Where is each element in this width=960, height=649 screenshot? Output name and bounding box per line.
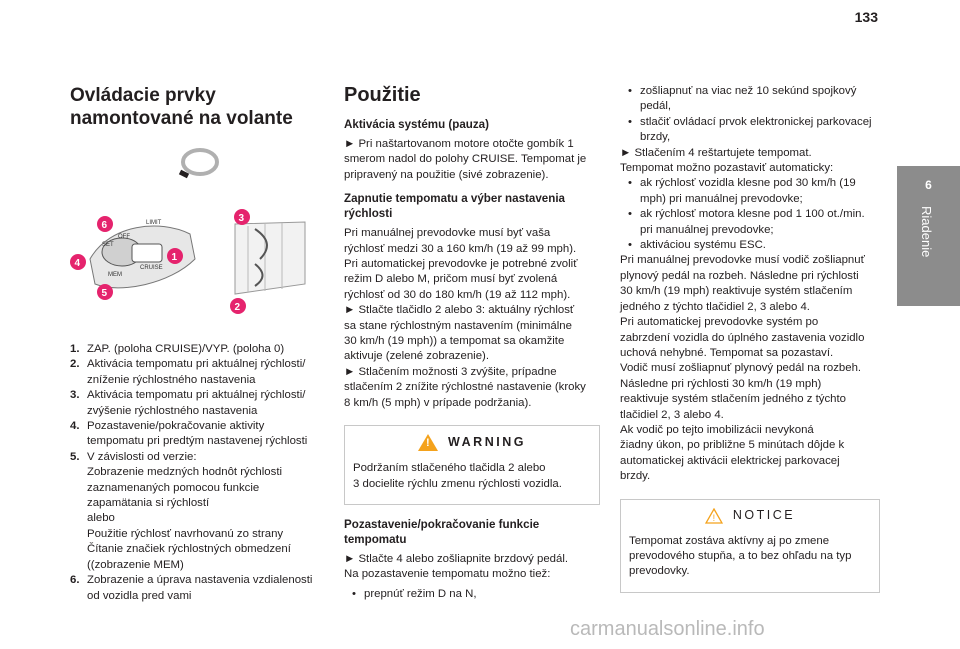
callout-5: 5 [101, 288, 108, 299]
watermark: carmanualsonline.info [570, 618, 765, 640]
notice-title: NOTICE [732, 507, 796, 522]
chapter-label: Riadenie [919, 206, 934, 258]
list-item: 4. Pozastavenie/pokračovanie aktivity tempomatu pri predtým nastavenej rýchlosti [70, 420, 308, 448]
steering-controls-figure [70, 134, 325, 334]
warning-title: WARNING [448, 434, 526, 449]
callout-2: 2 [234, 302, 241, 313]
list-item: • prepnúť režim D na N, [352, 587, 477, 600]
heading-activation: Aktivácia systému (pauza) [344, 118, 489, 131]
warning-text: Podržaním stlačeného tlačidla 2 alebo 3 docielite rýchlu zmenu rýchlosti vozidla. [353, 462, 562, 490]
label-mem: MEM [108, 272, 122, 278]
callout-3: 3 [238, 213, 245, 224]
warning-icon [418, 434, 438, 451]
control-stalk-right [235, 222, 305, 294]
paragraph-restart: Pri manuálnej prevodovke musí vodič zošliapnuť plynový pedál na rozbeh. Následne pri rýchlosti 30 km/h (19 mph) reaktivuje systém stlačením jedného z týchto tlačidiel 2, 3 alebo 4. Pri automatickej prevodovke systém po zabrzdení vozidla do úplného zastavenia vozidlo uchová nehybné. Tempomat sa pozastaví. Vodič musí zošliapnuť plynový pedál na rozbeh. Následne pri rýchlosti 30 km/h (19 mph) reaktivuje systém stlačením jedného z týchto tlačidiel 2, 3 alebo 4. Ak vodič po tejto imobilizácii nevykoná žiadny úkon, po približne 5 minútach dôjde k automatickej aktivácii elektrickej parkovacej brzdy. [620, 254, 865, 483]
middle-column [344, 84, 600, 602]
list-item: 3. Aktivácia tempomatu pri aktuálnej rýchlosti/ zvýšenie rýchlostného nastavenia [70, 389, 306, 417]
list-item: 1. ZAP. (poloha CRUISE)/VYP. (poloha 0) [70, 343, 285, 355]
steering-wheel-icon [180, 150, 217, 176]
left-column [70, 84, 325, 604]
label-off: OFF [118, 234, 130, 240]
notice-icon [705, 508, 723, 524]
warning-header [353, 434, 591, 451]
list-item: • zošliapnuť na viac než 10 sekúnd spojkový pedál, [628, 85, 857, 113]
label-limit: LIMIT [146, 220, 162, 226]
paragraph-start: Pri manuálnej prevodovke musí byť vaša rýchlosť medzi 30 a 160 km/h (19 až 99 mph). Pri automatickej prevodovke je potrebné zvoliť režim D alebo M, pričom musí byť zvolená rýchlosť od 30 do 180 km/h (19 až 112 mph). ► Stlačte tlačidlo 2 alebo 3: aktuálny rýchlosť sa stane rýchlostným nastavením (minimálne 30 km/h (19 mph)) a tempomat sa okamžite aktivuje (zelené zobrazenie). ► Stlačením možnosti 3 zvýšite, prípadne stlačením 2 znížite rýchlostné nastavenie (kroky 8 km/h (5 mph) v prípade podržania). [344, 227, 586, 409]
usage-title: Použitie [344, 84, 421, 106]
notice-header [629, 508, 871, 524]
auto-pause-text: Tempomat možno pozastaviť automaticky: [620, 162, 834, 175]
left-title: Ovládacie prvky namontované na volante [70, 85, 293, 129]
paragraph-activation: ► Pri naštartovanom motore otočte gombík 1 smerom nadol do polohy CRUISE. Tempomat je pripravený na použitie (sivé zobrazenie). [344, 138, 587, 181]
notice-text: Tempomat zostáva aktívny aj po zmene prevodového stupňa, a to bez ohľadu na typ prevodovky. [629, 534, 852, 578]
notice-box [620, 499, 880, 593]
page-number: 133 [854, 9, 878, 25]
callout-1: 1 [171, 252, 178, 263]
warning-box [344, 425, 600, 505]
restart-text: ► Stlačením 4 reštartujete tempomat. [620, 146, 812, 159]
callout-6: 6 [101, 220, 108, 231]
svg-text:!: ! [712, 512, 718, 523]
list-item: • ak rýchlosť motora klesne pod 1 100 ot./min. pri manuálnej prevodovke; [628, 208, 865, 236]
label-cruise: CRUISE [140, 265, 163, 271]
legend-list [70, 342, 325, 604]
chapter-tab[interactable] [897, 166, 960, 306]
list-item: • stlačiť ovládací prvok elektronickej parkovacej brzdy, [628, 115, 872, 144]
heading-pause: Pozastavenie/pokračovanie funkcie tempomatu [344, 517, 540, 546]
heading-start: Zapnutie tempomatu a výber nastavenia rýchlosti [344, 192, 565, 221]
chapter-number: 6 [925, 178, 932, 192]
callout-4: 4 [74, 258, 81, 269]
list-item: 5. V závislosti od verzie: Zobrazenie medzných hodnôt rýchlosti zaznamenaných pomocou funkcie zapamätania si rýchlostí alebo Použitie rýchlosť navrhovanú zo strany Čítanie značiek rýchlostných obmedzení ((zobrazenie MEM) [70, 450, 291, 571]
list-item: • ak rýchlosť vozidla klesne pod 30 km/h (19 mph) pri manuálnej prevodovke; [628, 177, 856, 205]
list-item: • aktiváciou systému ESC. [628, 239, 766, 252]
list-item: 6. Zobrazenie a úprava nastavenia vzdialenosti od vozidla pred vami [70, 574, 313, 602]
label-set: SET [102, 242, 114, 248]
list-item: 2. Aktivácia tempomatu pri aktuálnej rýchlosti/ zníženie rýchlostného nastavenia [70, 358, 306, 386]
right-column [620, 84, 880, 605]
paragraph-pause: ► Stlačte 4 alebo zošliapnite brzdový pedál. Na pozastavenie tempomatu možno tiež: [344, 552, 569, 581]
